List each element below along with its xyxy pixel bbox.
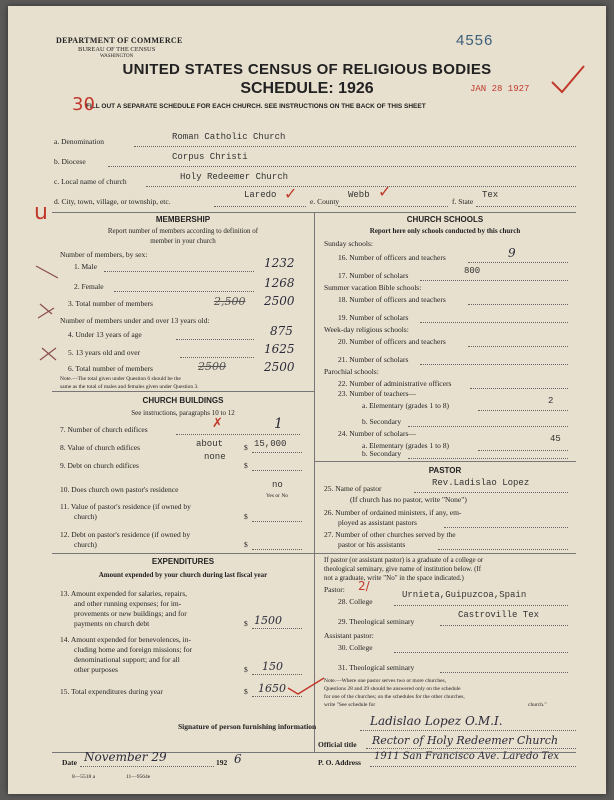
city-check-icon: ✓ — [284, 184, 298, 203]
q23b-label: b. Secondary — [362, 417, 402, 426]
diocese-value[interactable]: Corpus Christi — [172, 152, 248, 162]
q26-label-1: 26. Number of ordained ministers, if any, em- — [324, 508, 462, 517]
church-name-value[interactable]: Holy Redeemer Church — [180, 172, 289, 182]
membership-intro-1: Report number of members according to definition of — [107, 227, 259, 235]
q7-value[interactable]: 1 — [274, 416, 283, 432]
schools-intro: Report here only schools conducted by this church — [369, 227, 521, 235]
q23-label: 23. Number of teachers— — [338, 389, 416, 398]
q27-label-2: pastor or his assistants — [338, 540, 406, 549]
q17-value[interactable]: 800 — [464, 266, 481, 276]
q13-dollar: $ — [244, 619, 248, 628]
q12-label-1: 12. Debt on pastor's residence (if owned by — [60, 530, 191, 539]
q30-label: 30. College — [338, 643, 373, 652]
official-title-label: Official title — [318, 740, 357, 749]
pastor-note-4: write "See schedule for — [324, 702, 376, 708]
q27-label-1: 27. Number of other churches served by the — [324, 530, 456, 539]
buildings-intro: See instructions, paragraphs 10 to 12 — [131, 409, 235, 417]
q25-hint: (If church has no pastor, write "None") — [350, 495, 467, 504]
q5-label: 5. 13 years old and over — [68, 348, 141, 357]
q8-prefix: about — [196, 439, 224, 449]
q10-hint: Yes or No — [266, 493, 289, 499]
denomination-label: a. Denomination — [54, 137, 104, 146]
date-value[interactable]: November 29 — [84, 750, 167, 764]
q1-value[interactable]: 1232 — [264, 256, 295, 270]
city-label: d. City, town, village, or township, etc. — [54, 197, 171, 206]
q4-value[interactable]: 875 — [270, 324, 293, 338]
total-check-icon — [286, 676, 326, 696]
county-label: e. County — [310, 197, 340, 206]
pastor-subheading: Pastor: — [324, 585, 345, 594]
q14-label-3: denominational support; and for all — [74, 655, 180, 664]
official-title-value[interactable]: Rector of Holy Redeemer Church — [372, 734, 559, 747]
signature-value[interactable]: Ladislao Lopez O.M.I. — [370, 714, 503, 728]
q10-value[interactable]: no — [272, 480, 283, 490]
margin-mark: u — [34, 200, 48, 225]
q29-label: 29. Theological seminary — [338, 617, 415, 626]
q28-value[interactable]: Urnieta,Guipuzcoa,Spain — [402, 590, 527, 600]
year-prefix: 192 — [216, 758, 228, 767]
q14-label-2: cluding home and foreign missions; for — [74, 645, 193, 654]
pastor-heading: PASTOR — [428, 466, 462, 475]
q2-label: 2. Female — [74, 282, 104, 291]
print-code: 8—5518 a — [72, 774, 96, 780]
q10-label: 10. Does church own pastor's residence — [60, 485, 179, 494]
q24-label: 24. Number of scholars— — [338, 429, 416, 438]
church-name-label: c. Local name of church — [54, 177, 127, 186]
census-schedule-page — [8, 6, 606, 794]
sunday-heading: Sunday schools: — [324, 239, 373, 248]
q24b-label: b. Secondary — [362, 449, 402, 458]
q13-label-4: payments on church debt — [74, 619, 150, 628]
q9-dollar: $ — [244, 461, 248, 470]
q3-old-value: 2,500 — [214, 295, 246, 308]
q22-label: 22. Number of administrative officers — [338, 379, 452, 388]
q11-dollar: $ — [244, 512, 248, 521]
sex-heading: Number of members, by sex: — [60, 250, 148, 259]
q11-label-1: 11. Value of pastor's residence (if owned by — [60, 502, 191, 511]
po-address-label: P. O. Address — [318, 758, 361, 767]
pastor-red-mark: 2/ — [358, 579, 370, 593]
weekday-heading: Week-day religious schools: — [324, 325, 409, 334]
city-label: WASHINGTON — [100, 54, 134, 59]
schools-heading: CHURCH SCHOOLS — [406, 215, 484, 224]
q9-label: 9. Debt on church edifices — [60, 461, 139, 470]
age-heading: Number of members under and over 13 years old: — [60, 316, 210, 325]
graduate-note-1: If pastor (or assistant pastor) is a graduate of a college or — [324, 556, 484, 564]
q25-label: 25. Name of pastor — [324, 484, 382, 493]
county-value[interactable]: Webb — [348, 190, 370, 200]
q20-label: 20. Number of officers and teachers — [338, 337, 446, 346]
q18-label: 18. Number of officers and teachers — [338, 295, 446, 304]
summer-heading: Summer vacation Bible schools: — [324, 283, 422, 292]
q13-label-1: 13. Amount expended for salaries, repairs, — [60, 589, 188, 598]
q24a-value[interactable]: 45 — [550, 434, 561, 444]
q9-value[interactable]: none — [204, 452, 226, 462]
q7-red-mark: ✗ — [212, 416, 223, 431]
membership-note-2: same as the total of males and females given under Question 3. — [60, 384, 199, 390]
q24a-label: a. Elementary (grades 1 to 8) — [362, 441, 450, 450]
q14-label-4: other purposes — [74, 665, 118, 674]
q15-label: 15. Total expenditures during year — [60, 687, 163, 696]
expenditures-heading: EXPENDITURES — [151, 557, 215, 566]
form-number: 4556 — [456, 32, 494, 49]
q4-label: 4. Under 13 years of age — [68, 330, 142, 339]
q8-label: 8. Value of church edifices — [60, 443, 141, 452]
bureau-label: BUREAU OF THE CENSUS — [78, 46, 156, 53]
membership-intro-2: member in your church — [150, 237, 216, 245]
q3-label: 3. Total number of members — [68, 299, 153, 308]
q12-dollar: $ — [244, 540, 248, 549]
page-title: UNITED STATES CENSUS OF RELIGIOUS BODIES — [122, 61, 492, 78]
date-label: Date — [62, 758, 77, 767]
q14-value[interactable]: 150 — [262, 660, 283, 673]
schedule-subtitle: SCHEDULE: 1926 — [240, 80, 374, 97]
red-margin-marks — [30, 256, 66, 386]
expenditures-intro: Amount expended by your church during last fiscal year — [98, 571, 268, 579]
q1-label: 1. Male — [74, 262, 97, 271]
membership-heading: MEMBERSHIP — [155, 215, 211, 224]
q21-label: 21. Number of scholars — [338, 355, 409, 364]
q7-label: 7. Number of church edifices — [60, 425, 148, 434]
q19-label: 19. Number of scholars — [338, 313, 409, 322]
signature-label: Signature of person furnishing information — [178, 722, 317, 731]
q23a-value[interactable]: 2 — [548, 396, 554, 406]
city-value[interactable]: Laredo — [244, 190, 277, 200]
handwritten-number: 30 — [72, 94, 95, 115]
denomination-value[interactable]: Roman Catholic Church — [172, 132, 286, 142]
q2-value[interactable]: 1268 — [264, 276, 295, 290]
q8-dollar: $ — [244, 443, 248, 452]
q28-label: 28. College — [338, 597, 373, 606]
graduate-note-3: not a graduate, write "No" in the space indicated.) — [324, 574, 464, 582]
q16-value[interactable]: 9 — [508, 246, 516, 260]
q15-value[interactable]: 1650 — [258, 682, 286, 695]
q13-value[interactable]: 1500 — [254, 614, 282, 627]
membership-note-1: Note.—The total given under Question 6 should be the — [60, 376, 181, 382]
q31-label: 31. Theological seminary — [338, 663, 415, 672]
q15-dollar: $ — [244, 687, 248, 696]
q8-value[interactable]: 15,000 — [254, 439, 287, 449]
graduate-note-2: theological seminary, give name of institution below. (If — [324, 565, 482, 573]
county-check-icon: ✓ — [378, 182, 392, 201]
state-label: f. State — [452, 197, 474, 206]
q3-value[interactable]: 2500 — [264, 294, 295, 308]
q13-label-2: and other running expenses; for im- — [74, 599, 182, 608]
q6-old-value: 2500 — [198, 360, 226, 373]
q6-value[interactable]: 2500 — [264, 360, 295, 374]
state-value[interactable]: Tex — [482, 190, 499, 200]
pastor-note-1: Note.—Where one pastor serves two or more churches, — [324, 678, 447, 684]
pastor-note-3: for one of the churches; on the schedules for the other churches, — [324, 694, 465, 700]
print-code-2: 11—9564e — [126, 774, 151, 780]
q14-label-1: 14. Amount expended for benevolences, in- — [60, 635, 192, 644]
po-address-value[interactable]: 1911 San Francisco Ave. Laredo Tex — [374, 751, 560, 762]
parochial-heading: Parochial schools: — [324, 367, 379, 376]
instruction-line: FILL OUT A SEPARATE SCHEDULE FOR EACH CHURCH. SEE INSTRUCTIONS ON THE BACK OF THIS SHEET — [86, 103, 426, 110]
q14-dollar: $ — [244, 665, 248, 674]
q17-label: 17. Number of scholars — [338, 271, 409, 280]
q16-label: 16. Number of officers and teachers — [338, 253, 446, 262]
q13-label-3: provements or new buildings; and for — [74, 609, 187, 618]
q11-label-2: church) — [74, 512, 97, 521]
q12-label-2: church) — [74, 540, 97, 549]
department-label: DEPARTMENT OF COMMERCE — [56, 36, 183, 45]
assistant-subheading: Assistant pastor: — [324, 631, 374, 640]
q5-value[interactable]: 1625 — [264, 342, 295, 356]
buildings-heading: CHURCH BUILDINGS — [142, 396, 224, 405]
q29-value[interactable]: Castroville Tex — [458, 610, 540, 620]
q6-label: 6. Total number of members — [68, 364, 153, 373]
diocese-label: b. Diocese — [54, 157, 86, 166]
year-value[interactable]: 6 — [234, 752, 242, 766]
q25-value[interactable]: Rev.Ladislao Lopez — [432, 478, 530, 488]
q23a-label: a. Elementary (grades 1 to 8) — [362, 401, 450, 410]
pastor-note-5: church." — [528, 702, 547, 708]
q26-label-2: ployed as assistant pastors — [338, 518, 417, 527]
received-stamp: JAN 28 1927 — [470, 84, 530, 94]
checkmark-icon — [548, 62, 588, 96]
pastor-note-2: Questions 28 and 29 should be answered only on the schedule — [324, 686, 461, 692]
